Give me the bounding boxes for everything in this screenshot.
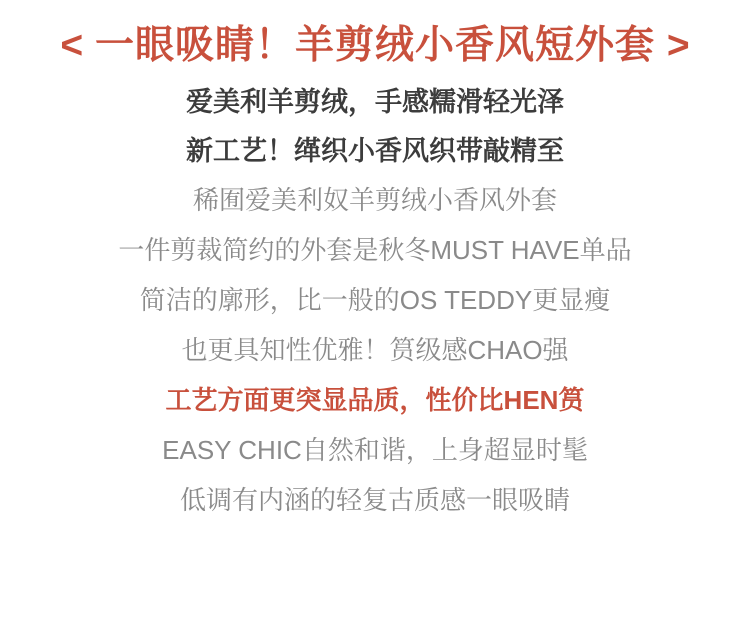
body-line-5: EASY CHIC自然和谐，上身超显时髦 [162,435,588,465]
body-line-4: 也更具知性优雅！筼级感CHAO强 [181,335,569,365]
body-line-6: 低调有内涵的轻复古质感一眼吸睛 [179,485,570,515]
subheading-1: 爱美利羊剪绒，手感糯滑轻光泽 [186,87,564,117]
subheading-2: 新工艺！缂织小香风织带敲精至 [186,136,564,166]
highlight-line: 工艺方面更突显品质，性价比HEN筼 [165,385,585,415]
page-title [0,26,750,65]
body-line-1: 稀囿爱美利奴羊剪绒小香风外套 [192,185,557,215]
headline-left-bracket: < [60,24,84,67]
headline-right-bracket: > [666,24,690,67]
body-line-2: 一件剪裁简约的外套是秋冬MUST HAVE单品 [118,235,632,265]
headline-text: 一眼吸睛！羊剪绒小香风短外套 [94,24,655,67]
body-line-3: 简洁的廓形，比一般的OS TEDDY更显瘦 [139,285,611,315]
